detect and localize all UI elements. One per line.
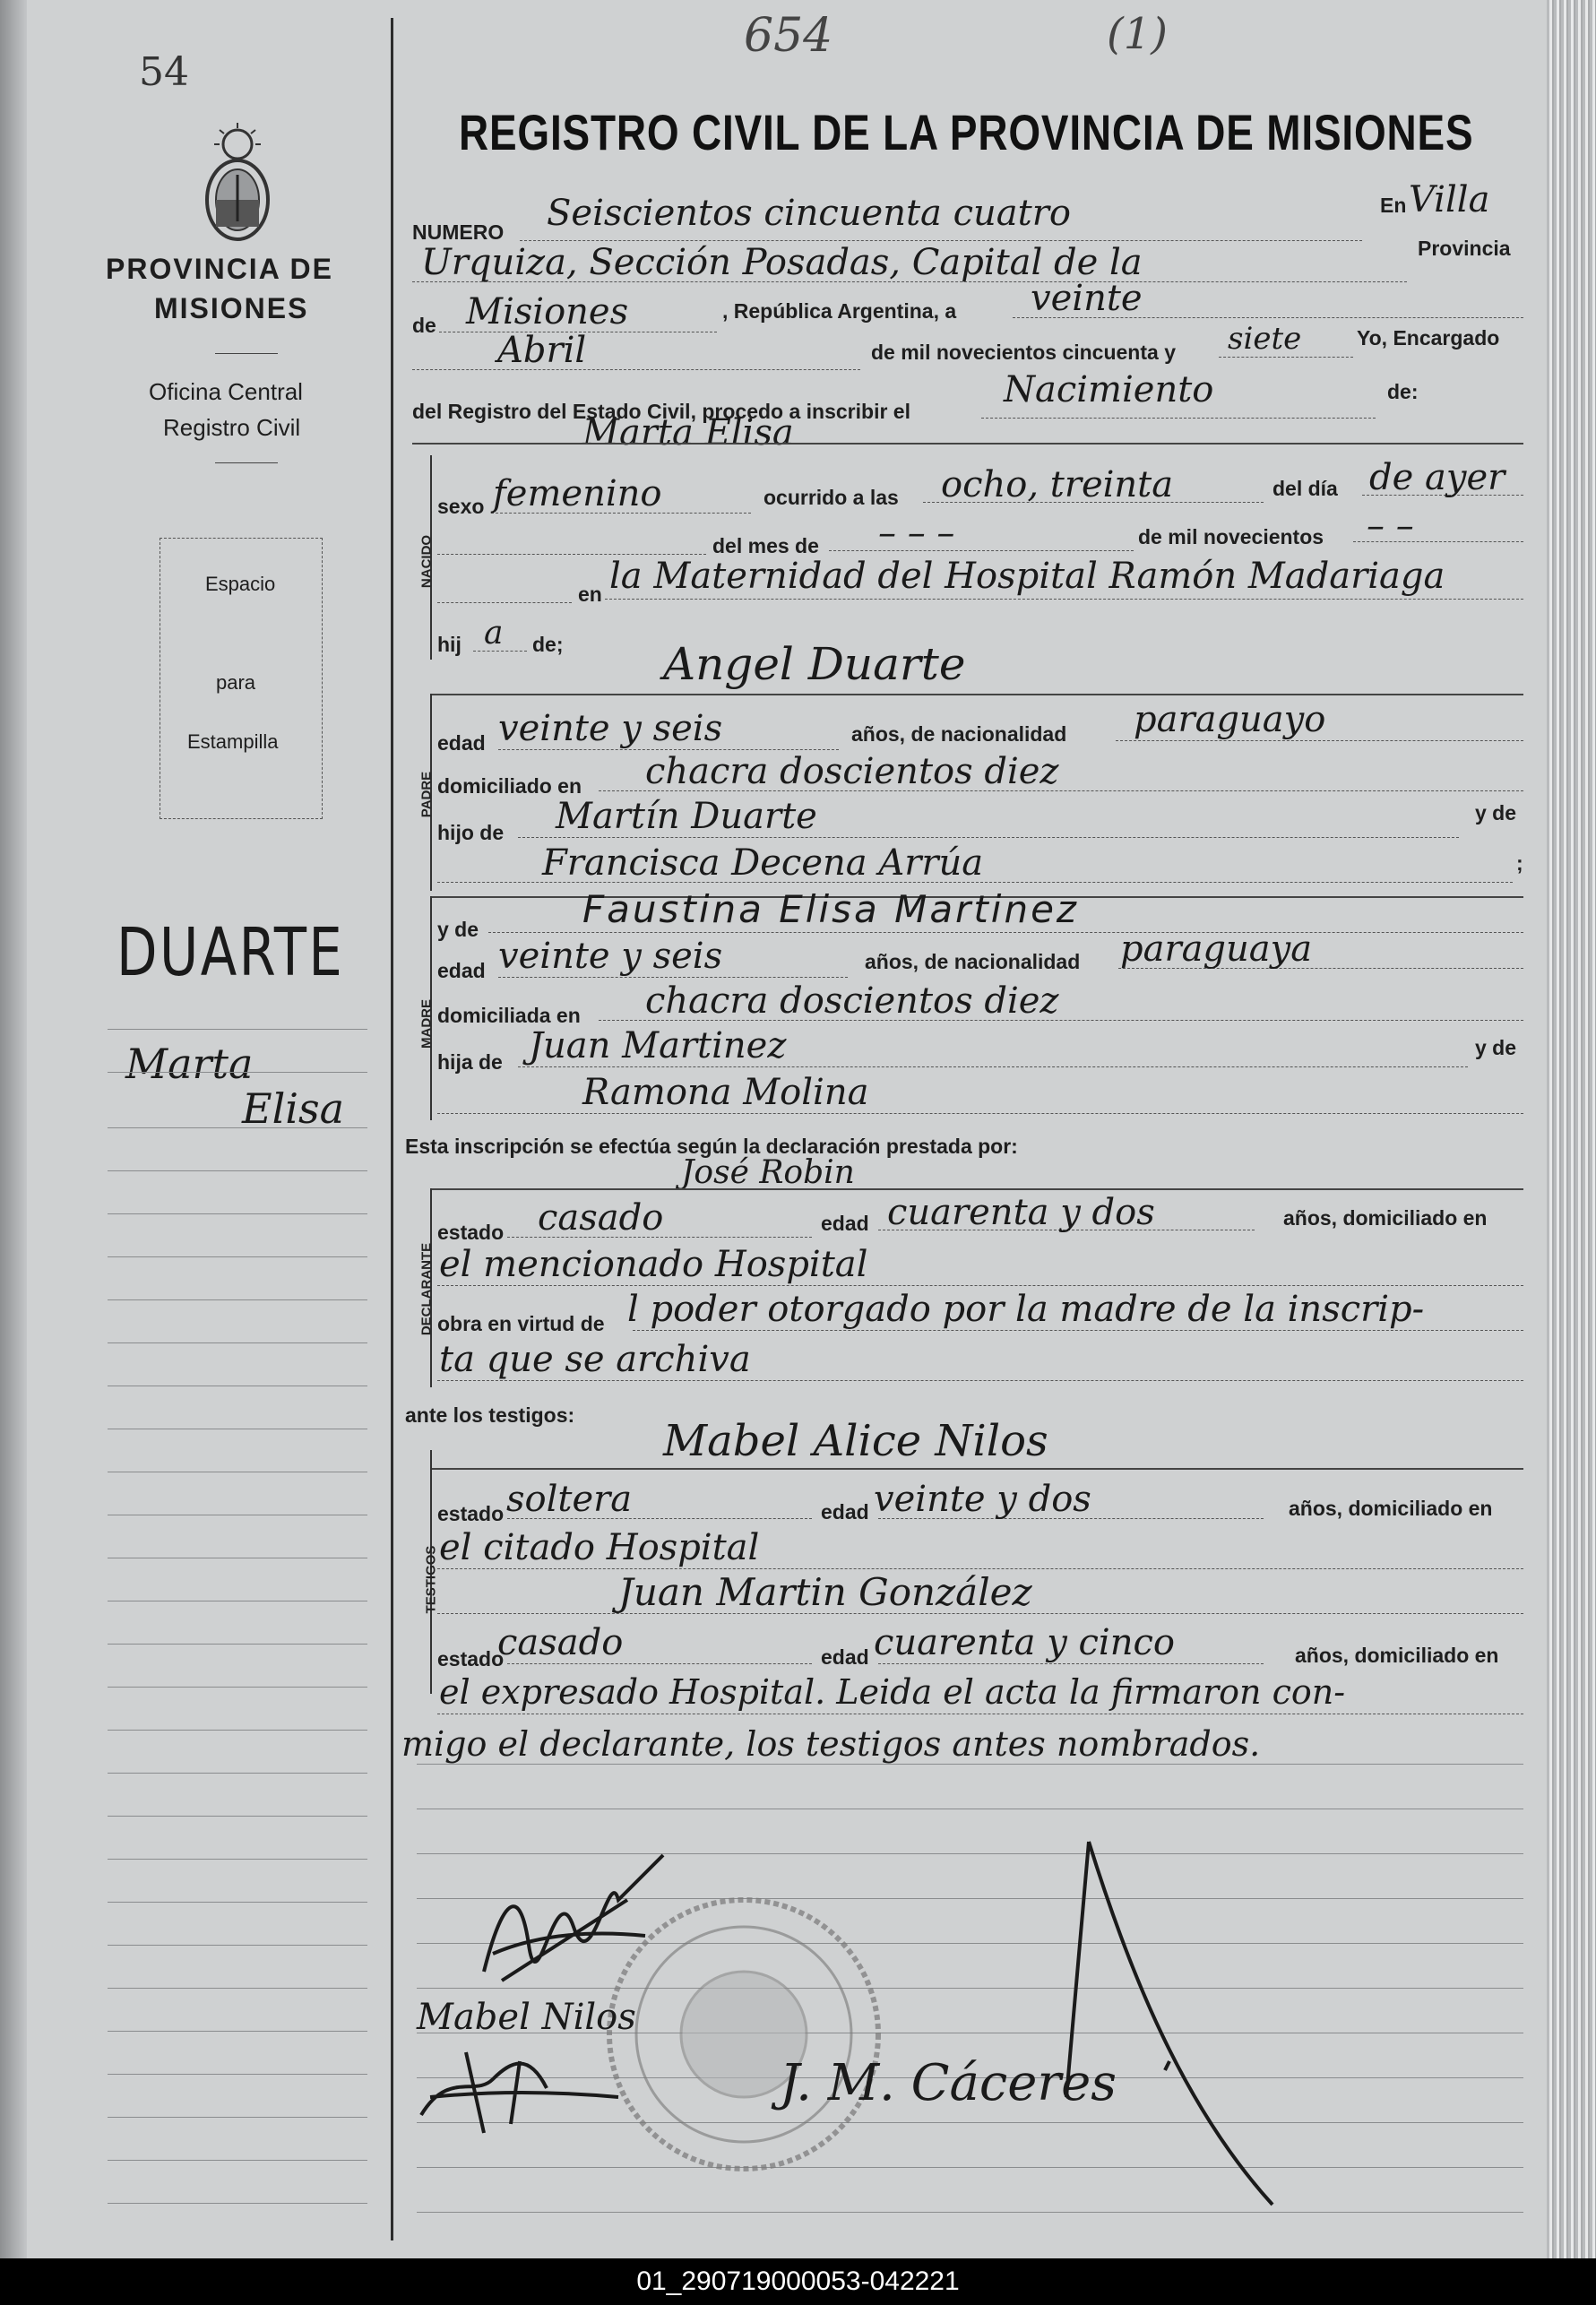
margin-rule-line <box>108 2117 367 2118</box>
declarante-estado-label: estado <box>437 1221 505 1244</box>
witness2-domicilio-label: años, domiciliado en <box>1295 1644 1499 1667</box>
maternal-grandmother: Ramona Molina <box>582 1072 869 1113</box>
mil-label: de mil novecientos <box>1138 525 1324 548</box>
witness1-name: Mabel Alice Nilos <box>663 1416 1048 1466</box>
mother-domicilio-value: chacra doscientos diez <box>645 980 1059 1022</box>
margin-rule-line <box>108 1687 367 1688</box>
fill-line <box>878 1663 1264 1664</box>
margin-rule-line <box>108 1029 367 1030</box>
mes-value: – – – <box>878 513 955 554</box>
numero-value: Seiscientos cincuenta cuatro <box>547 193 1071 234</box>
year-label: de mil novecientos cincuenta y <box>871 341 1176 364</box>
fill-line <box>437 1380 1523 1381</box>
pencil-number: 654 <box>744 9 833 63</box>
fill-line <box>488 932 1523 933</box>
fill-line <box>518 1066 1468 1067</box>
closing-text: migo el declarante, los testigos antes nombrados. <box>401 1724 1261 1764</box>
provincia-label: Provincia <box>1418 237 1511 260</box>
ruled-line <box>417 2167 1523 2168</box>
declarante-domicilio-value: el mencionado Hospital <box>439 1244 868 1285</box>
witness2-edad-label: edad <box>821 1645 869 1669</box>
fill-line <box>1116 740 1523 741</box>
mother-edad-value: veinte y seis <box>498 936 723 977</box>
father-name: Angel Duarte <box>663 638 966 690</box>
semicolon: ; <box>1516 851 1523 875</box>
stamp-line1: Espacio <box>205 573 276 595</box>
republica-label: , República Argentina, a <box>722 299 957 323</box>
fill-line <box>437 1113 1523 1114</box>
margin-rule-line <box>108 2203 367 2204</box>
stamp-line3: Estampilla <box>187 730 279 753</box>
fill-line <box>1219 357 1353 358</box>
margin-rule-line <box>108 1127 367 1128</box>
de-label: de; <box>532 633 564 656</box>
margin-rule-line <box>108 2160 367 2161</box>
officer-flourish-icon <box>1057 1837 1326 2214</box>
margin-rule-line <box>108 1902 367 1903</box>
stamp-line2: para <box>216 671 256 694</box>
margin-rule-line <box>108 1256 367 1257</box>
margin-rule-line <box>108 2074 367 2075</box>
fill-line <box>412 369 860 370</box>
fill-line <box>518 837 1459 838</box>
testigos-section-label: TESTIGOS <box>423 1545 439 1614</box>
de-label: de <box>412 314 436 337</box>
fill-line <box>437 1613 1523 1614</box>
obra-value2: ta que se archiva <box>439 1339 751 1380</box>
witness1-estado-label: estado <box>437 1502 505 1525</box>
provincia-value: Misiones <box>466 291 629 332</box>
witness1-domicilio-label: años, domiciliado en <box>1289 1497 1493 1520</box>
margin-rule-line <box>108 2031 367 2032</box>
witness1-edad-value: veinte y dos <box>874 1479 1091 1520</box>
margin-rule-line <box>108 1859 367 1860</box>
sexo-label: sexo <box>437 495 485 518</box>
file-id-bar: 01_290719000053-042221 <box>0 2258 1596 2305</box>
fill-line <box>507 1663 812 1664</box>
folio-number: 54 <box>139 49 189 95</box>
birth-place-value: la Maternidad del Hospital Ramón Madariaga <box>609 556 1445 597</box>
coat-of-arms-icon <box>193 121 282 246</box>
father-domicilio-label: domiciliado en <box>437 774 582 798</box>
declarante-intro: Esta inscripción se efectúa según la declaración prestada por: <box>405 1135 1018 1158</box>
mil-value: – – <box>1367 505 1414 547</box>
declarante-edad-label: edad <box>821 1212 869 1235</box>
stamp-box <box>160 538 323 819</box>
page-title: REGISTRO CIVIL DE LA PROVINCIA DE MISIONES <box>459 104 1474 160</box>
father-nacionalidad-label: años, de nacionalidad <box>851 722 1067 746</box>
margin-rule <box>391 18 393 2240</box>
margin-rule-line <box>108 1072 367 1073</box>
margin-surname: DUARTE <box>116 914 345 991</box>
section-rule <box>430 1188 1523 1190</box>
officer-signature: J. M. Cáceres <box>780 2054 1117 2112</box>
witness2-name: Juan Martin González <box>618 1570 1032 1614</box>
witness1-estado-value: soltera <box>506 1479 633 1520</box>
binding-edge <box>0 0 27 2258</box>
fill-line <box>437 1285 1523 1286</box>
father-y-de-label: y de <box>1475 801 1517 824</box>
en-label: En <box>1380 194 1407 217</box>
margin-rule-line <box>108 1644 367 1645</box>
divider <box>215 353 278 354</box>
nacido-section-label: NACIDO <box>418 534 435 589</box>
declarante-name: José Robin <box>681 1154 855 1191</box>
dia-value: de ayer <box>1369 457 1505 498</box>
obra-label: obra en virtud de <box>437 1312 605 1335</box>
margin-rule-line <box>108 1816 367 1817</box>
padre-section-label: PADRE <box>418 771 435 818</box>
section-rule <box>430 1468 1523 1470</box>
witness1-edad-label: edad <box>821 1500 869 1524</box>
declarante-estado-value: casado <box>538 1197 664 1239</box>
witness2-estado-label: estado <box>437 1647 505 1670</box>
sexo-value: femenino <box>493 473 662 514</box>
mother-y-de-label: y de <box>437 918 479 941</box>
declarante-section-label: DECLARANTE <box>418 1242 435 1336</box>
de2-label: de: <box>1387 380 1419 403</box>
margin-rule-line <box>108 1730 367 1731</box>
fill-line <box>498 977 848 978</box>
fill-line <box>412 281 1407 282</box>
father-nacionalidad-value: paraguayo <box>1134 699 1326 740</box>
fill-line <box>437 602 572 603</box>
margin-rule-line <box>108 1213 367 1214</box>
mother-nacionalidad-value: paraguaya <box>1120 928 1313 970</box>
province-line1: PROVINCIA DE <box>106 253 333 285</box>
year-value: siete <box>1228 321 1302 357</box>
place-value: Urquiza, Sección Posadas, Capital de la <box>421 242 1143 283</box>
office-line2: Registro Civil <box>163 414 301 441</box>
margin-rule-line <box>108 1170 367 1171</box>
margin-given-name2: Elisa <box>242 1084 345 1133</box>
pencil-mark: (1) <box>1107 9 1168 59</box>
witness-signature: Mabel Nilos <box>417 1997 636 2038</box>
margin-rule-line <box>108 1299 367 1300</box>
hij-value: a <box>484 615 504 652</box>
madre-section-label: MADRE <box>418 999 435 1049</box>
registro-label: del Registro del Estado Civil, procedo a inscribir el <box>412 400 910 423</box>
father-edad-label: edad <box>437 731 486 755</box>
witness2-signature-icon <box>412 2034 627 2142</box>
fill-line <box>437 1568 1523 1569</box>
hij-label: hij <box>437 633 462 656</box>
maternal-grandfather: Juan Martinez <box>529 1025 787 1066</box>
mother-y-de2-label: y de <box>1475 1036 1517 1059</box>
en-value: Villa <box>1409 179 1490 220</box>
margin-rule-line <box>108 1773 367 1774</box>
father-edad-value: veinte y seis <box>498 708 723 749</box>
paternal-grandmother: Francisca Decena Arrúa <box>542 842 984 884</box>
divider <box>215 462 278 463</box>
numero-label: NUMERO <box>412 220 505 244</box>
fill-line <box>981 418 1376 419</box>
witness2-edad-value: cuarenta y cinco <box>874 1622 1175 1663</box>
fill-line <box>633 1330 1523 1331</box>
hour-value: ocho, treinta <box>941 464 1174 505</box>
child-name: Marta Elisa <box>582 412 794 453</box>
mother-hija-label: hija de <box>437 1050 503 1074</box>
father-domicilio-value: chacra doscientos diez <box>645 751 1059 792</box>
fill-line <box>437 554 706 555</box>
office-line1: Oficina Central <box>149 378 303 405</box>
mother-name: Faustina Elisa Martinez <box>582 887 1079 931</box>
declarante-domicilio-label: años, domiciliado en <box>1283 1206 1488 1230</box>
en-label: en <box>578 583 602 606</box>
ocurrido-label: ocurrido a las <box>763 486 899 509</box>
father-hijo-label: hijo de <box>437 821 505 844</box>
margin-rule-line <box>108 1945 367 1946</box>
act-value: Nacimiento <box>1004 369 1214 410</box>
del-dia-label: del día <box>1272 477 1338 500</box>
declarante-edad-value: cuarenta y dos <box>887 1192 1155 1233</box>
mother-nacionalidad-label: años, de nacionalidad <box>865 950 1081 973</box>
mother-domicilio-label: domiciliada en <box>437 1004 581 1027</box>
witness2-domicilio-value: el expresado Hospital. Leida el acta la firmaron con- <box>439 1672 1346 1712</box>
month-value: Abril <box>497 330 587 371</box>
fill-line <box>605 599 1523 600</box>
witness2-estado-value: casado <box>497 1622 624 1663</box>
testigos-intro: ante los testigos: <box>405 1403 575 1427</box>
fill-line <box>829 550 1134 551</box>
fill-line <box>498 749 839 750</box>
encargado-label: Yo, Encargado <box>1357 326 1500 350</box>
margin-given-name1: Marta <box>125 1040 254 1088</box>
day-value: veinte <box>1031 278 1143 319</box>
section-rule <box>430 694 1523 695</box>
fill-line <box>520 240 1362 241</box>
mes-label: del mes de <box>712 534 819 557</box>
mother-edad-label: edad <box>437 959 486 982</box>
page-stack-edge <box>1547 0 1596 2258</box>
margin-rule-line <box>108 1988 367 1989</box>
declarante-signature-icon <box>466 1846 699 1999</box>
witness1-domicilio-value: el citado Hospital <box>439 1527 760 1568</box>
province-line2: MISIONES <box>154 292 309 324</box>
paternal-grandfather: Martín Duarte <box>556 796 817 837</box>
obra-value1: l poder otorgado por la madre de la inscrip- <box>627 1289 1425 1330</box>
ruled-line <box>417 2212 1523 2213</box>
section-rule <box>412 443 1523 445</box>
margin-rule-line <box>108 1342 367 1343</box>
ruled-line <box>417 1764 1523 1765</box>
